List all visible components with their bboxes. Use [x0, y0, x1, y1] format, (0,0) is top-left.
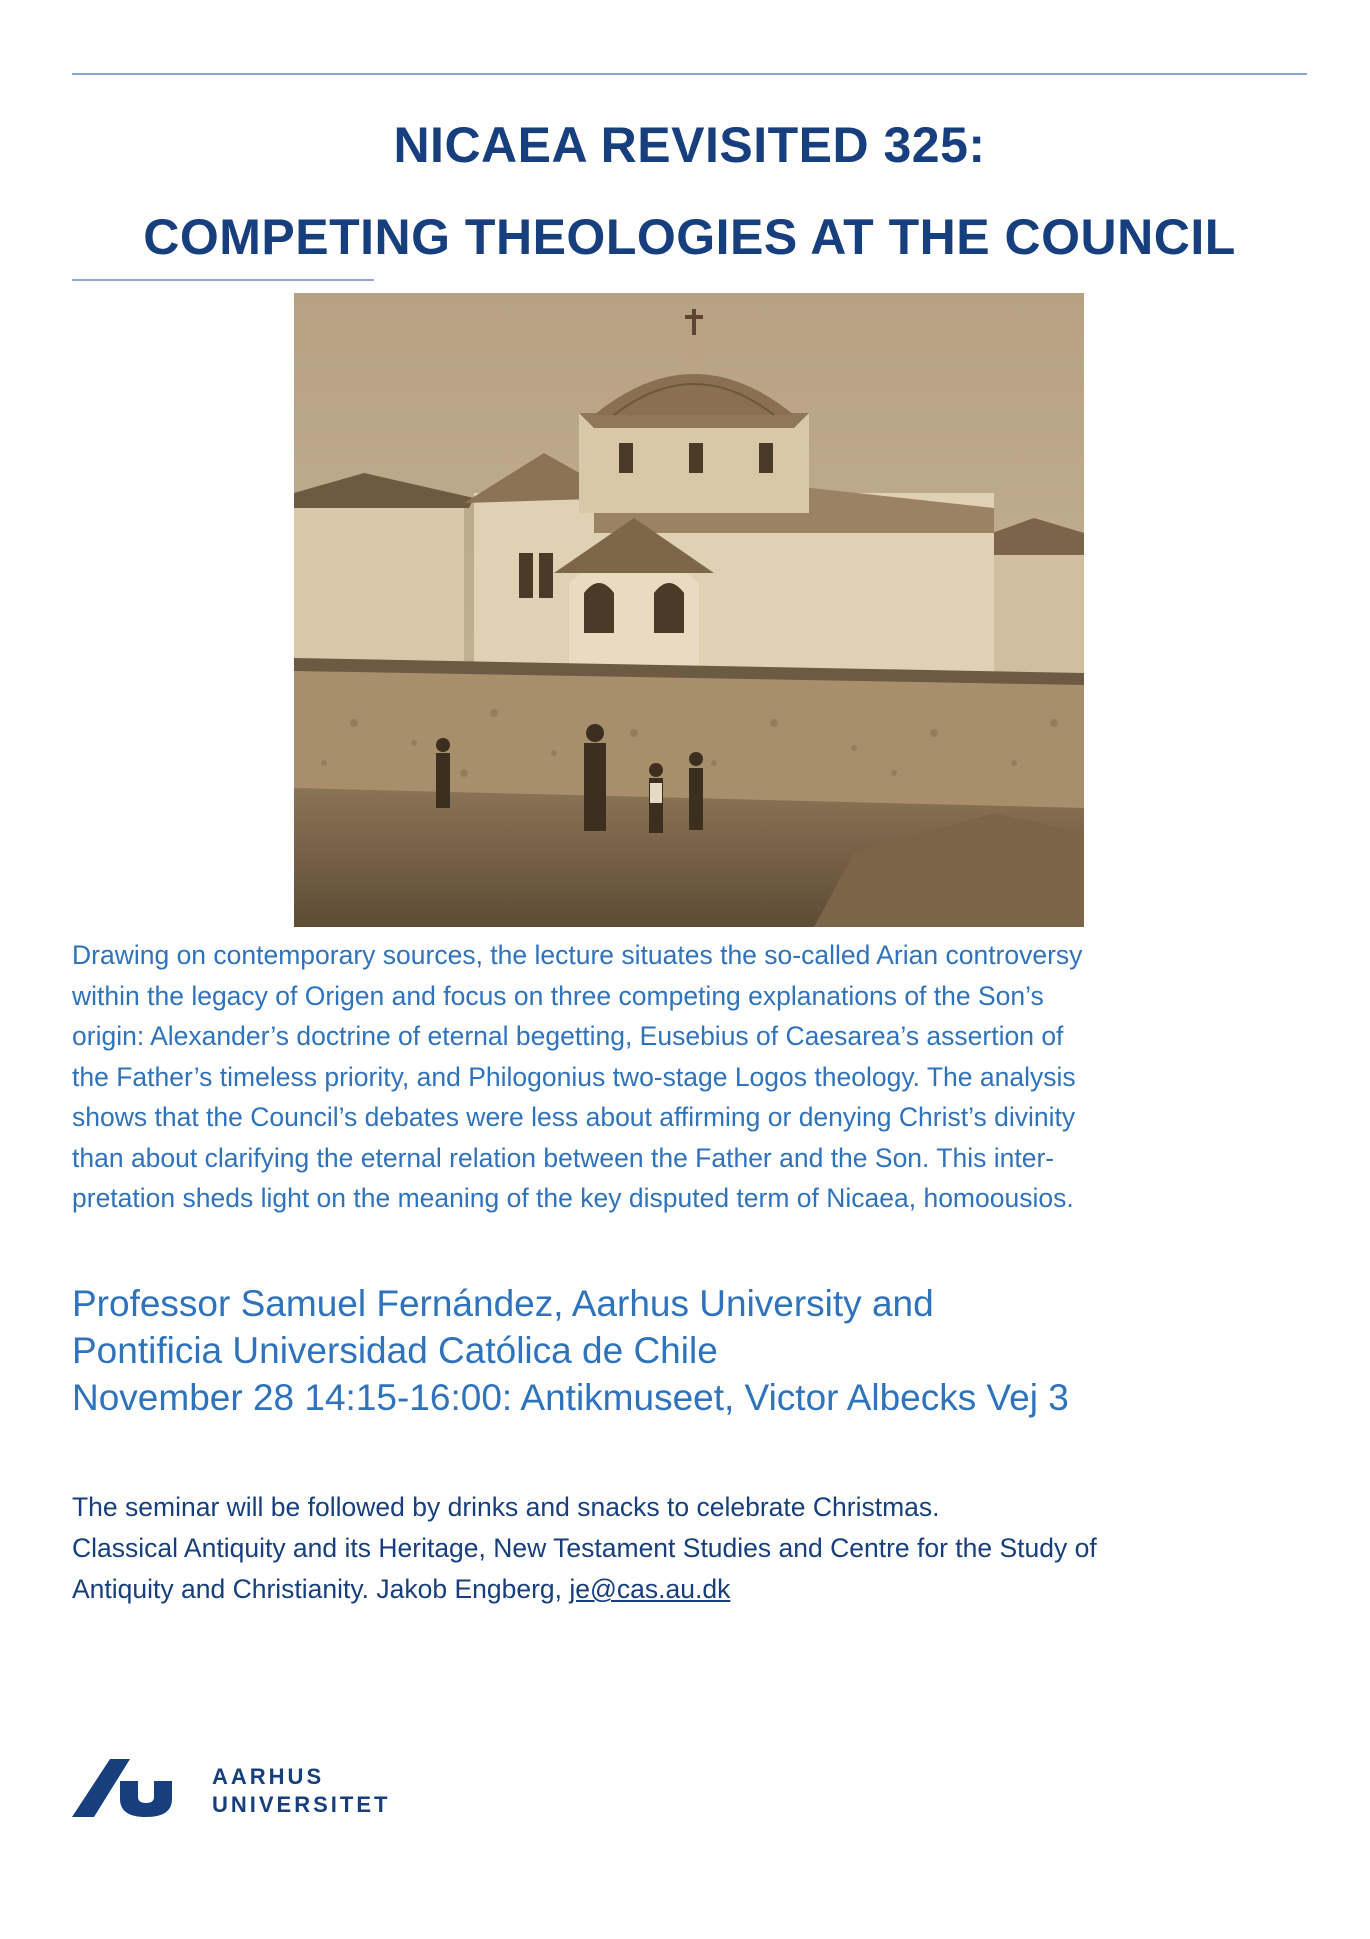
aarhus-university-logo: [72, 1755, 402, 1825]
event-time-location: November 28 14:15-16:00: Antikmuseet, Victor Albecks Vej 3: [72, 1377, 1069, 1418]
event-notes: [72, 1487, 1312, 1610]
speaker-affiliation: Pontificia Universidad Católica de Chile: [72, 1330, 718, 1371]
abstract-line: shows that the Council’s debates were less about affirming or denying Christ’s divinity: [72, 1102, 1076, 1132]
speaker-info: [72, 1280, 1312, 1421]
notes-line-2: Classical Antiquity and its Heritage, New Testament Studies and Centre for the Study of: [72, 1533, 1097, 1563]
page-title-line-2: COMPETING THEOLOGIES AT THE COUNCIL: [143, 209, 1236, 265]
contact-email-link[interactable]: je@cas.au.dk: [569, 1574, 731, 1604]
abstract-line: within the legacy of Origen and focus on three competing explanations of the Son’s: [72, 980, 1044, 1011]
contact-text: Antiquity and Christianity. Jakob Engberg,: [72, 1574, 570, 1604]
title-underline: [72, 279, 374, 281]
logo-line-2: UNIVERSITET: [212, 1792, 391, 1817]
abstract-line: pretation sheds light on the meaning of the key disputed term of Nicaea, homoousios.: [72, 1183, 1074, 1213]
logo-wordmark: [212, 1763, 390, 1819]
abstract-line: the Father’s timeless priority, and Philogonius two-stage Logos theology. The analysis: [72, 1061, 1076, 1092]
church-photo: [294, 293, 1084, 927]
page-title-line-1: NICAEA REVISITED 325:: [393, 117, 986, 173]
abstract-line: origin: Alexander’s doctrine of eternal begetting, Eusebius of Caesarea’s assertion of: [72, 1021, 1064, 1051]
abstract: [72, 935, 1312, 1219]
top-divider: [72, 73, 1307, 75]
abstract-line: Drawing on contemporary sources, the lecture situates the so-called Arian controversy: [72, 940, 1083, 970]
notes-line-1: The seminar will be followed by drinks and snacks to celebrate Christmas.: [72, 1492, 940, 1522]
speaker-name: Professor Samuel Fernández, Aarhus University and: [72, 1283, 934, 1324]
logo-line-1: AARHUS: [212, 1764, 325, 1789]
aarhus-university-logo-icon: [72, 1759, 190, 1817]
notes-line-3: [72, 1569, 1312, 1610]
abstract-line: than about clarifying the eternal relation between the Father and the Son. This inter-: [72, 1142, 1055, 1173]
